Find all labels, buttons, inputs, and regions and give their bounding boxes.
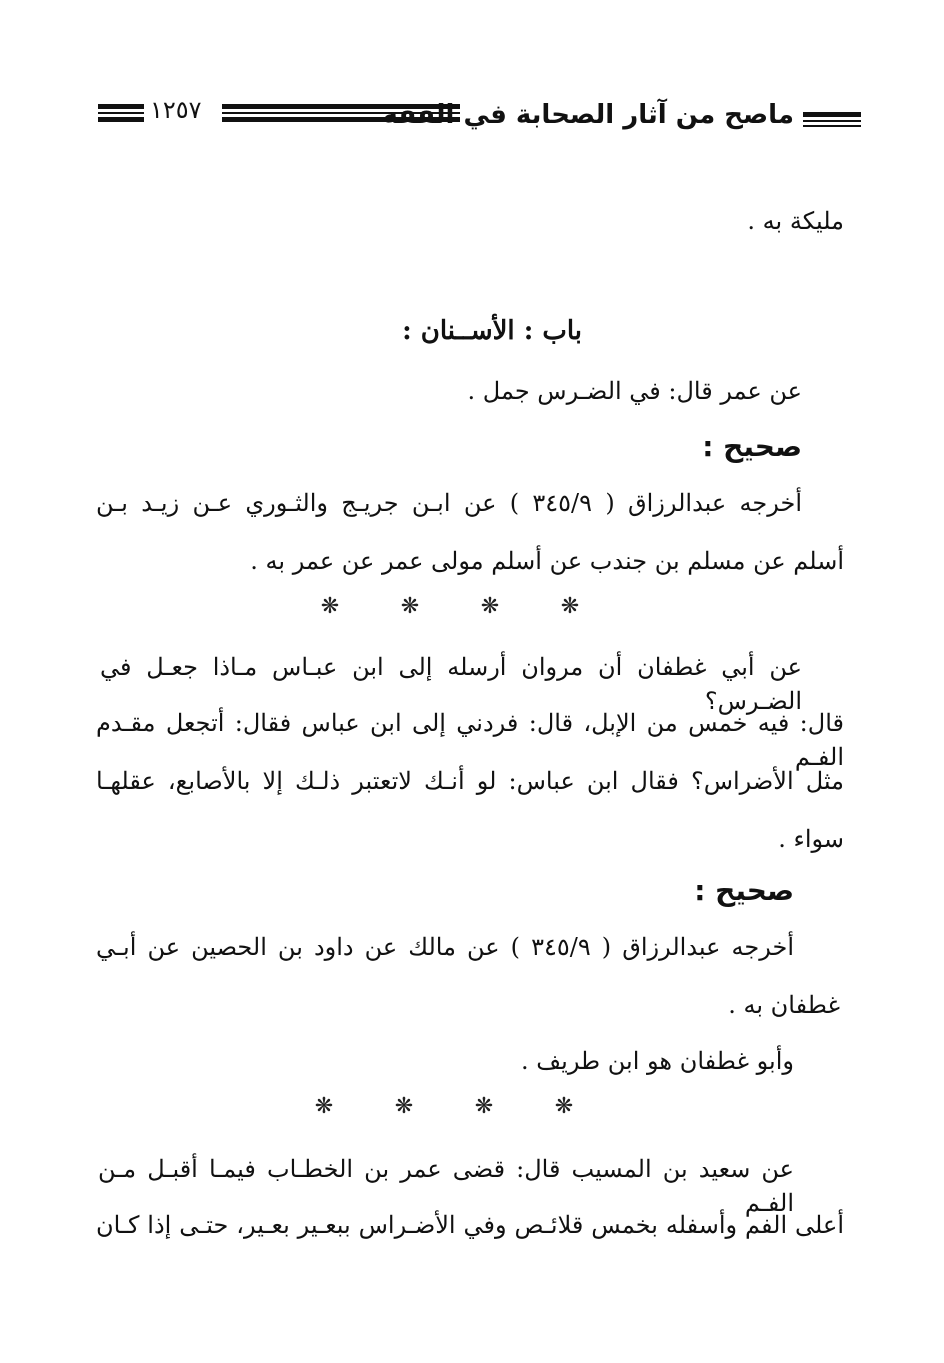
- header-rule-right: [803, 112, 861, 127]
- text-line: عن سعيد بن المسيب قال: قضى عمر بن الخطـاب فيمـا أقبـل مـن الفـم: [98, 1155, 794, 1217]
- separator-stars: [290, 594, 610, 619]
- star-ornament-icon: ❋: [314, 1094, 334, 1119]
- star-ornament-icon: ❋: [320, 594, 340, 619]
- page-number: ١٢٥٧: [150, 96, 202, 124]
- text-line: عن أبي غطفان أن مروان أرسله إلى ابن عبـاس مـاذا جعـل في الضـرس؟: [100, 653, 802, 715]
- star-ornament-icon: ❋: [554, 1094, 574, 1119]
- section-heading: باب : الأســنان :: [402, 316, 582, 346]
- text-line: عن عمر قال: في الضـرس جمل .: [467, 377, 802, 405]
- text-line: أسلم عن مسلم بن جندب عن أسلم مولى عمر عن عمر به .: [250, 547, 844, 575]
- text-line: أخرجه عبدالرزاق ( ٣٤٥/٩ ) عن ابـن جريـج والثـوري عـن زيـد بـن: [96, 489, 802, 517]
- grading-label: صحيح :: [702, 430, 802, 463]
- text-line: أخرجه عبدالرزاق ( ٣٤٥/٩ ) عن مالك عن داود بن الحصين عن أبـي: [96, 933, 794, 961]
- running-header-title: ماصح من آثار الصحابة في الفقه: [382, 100, 794, 130]
- star-ornament-icon: ❋: [480, 594, 500, 619]
- text-line: غطفان به .: [728, 991, 840, 1019]
- grading-label: صحيح :: [694, 874, 794, 907]
- star-ornament-icon: ❋: [400, 594, 420, 619]
- text-line: سواء .: [778, 825, 844, 853]
- header-rule-left: [98, 104, 144, 122]
- separator-stars: [284, 1094, 604, 1119]
- star-ornament-icon: ❋: [394, 1094, 414, 1119]
- text-line: مثل الأضراس؟ فقال ابن عباس: لو أنـك لاتعتبر ذلـك إلا بالأصابع، عقلهـا: [96, 767, 845, 795]
- text-line: وأبو غطفان هو ابن طريف .: [521, 1047, 794, 1075]
- text-line: مليكة به .: [747, 207, 844, 235]
- text-line: قال: فيه خمس من الإبل، قال: فردني إلى ابن عباس فقال: أتجعل مقـدم الفـم: [96, 709, 844, 771]
- star-ornament-icon: ❋: [474, 1094, 494, 1119]
- star-ornament-icon: ❋: [560, 594, 580, 619]
- text-line: أعلى الفم وأسفله بخمس قلائـص وفي الأضـراس ببعـير بعـير، حتـى إذا كـان: [96, 1211, 844, 1239]
